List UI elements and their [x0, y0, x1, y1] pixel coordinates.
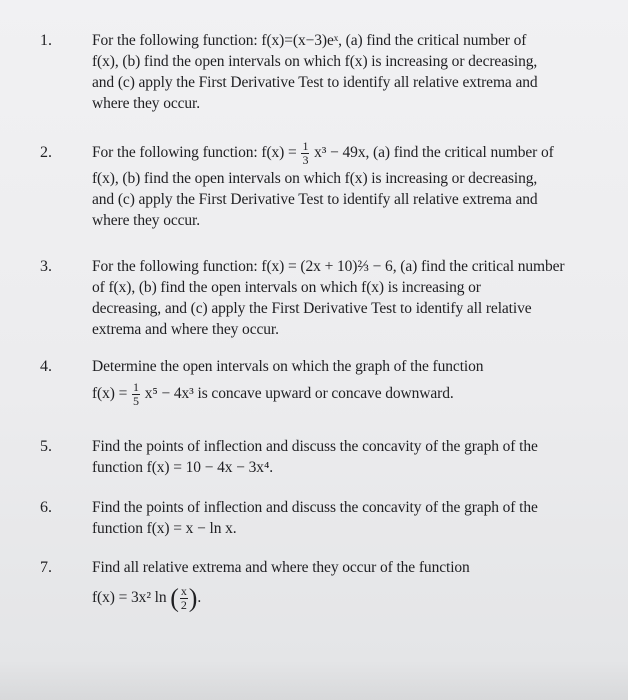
fraction [301, 140, 309, 167]
fraction-denominator: 3 [302, 152, 309, 167]
problem-line [92, 138, 607, 168]
problem-number: 7. [40, 559, 52, 576]
problem-number: 4. [40, 358, 52, 375]
problem-line: Find all relative extrema and where they occur of the function [92, 559, 470, 576]
left-paren: ( [170, 583, 179, 613]
problem-line: Find the points of inflection and discuss the concavity of the graph of the [92, 499, 538, 516]
fraction-numerator: 1 [133, 379, 139, 394]
right-paren: ) [188, 583, 198, 613]
problem-line: Determine the open intervals on which the graph of the function [92, 358, 484, 375]
problem-line: function f(x) = 10 − 4x − 3x⁴. [92, 459, 274, 476]
problem-text [92, 256, 607, 340]
equation-suffix: . [197, 589, 202, 606]
problem-line [92, 578, 607, 618]
problem-line: For the following function: f(x) = (2x + 10)⅔ − 6, (a) find the critical number [92, 258, 565, 275]
equation-suffix: x⁵ − 4x³ is concave upward or concave downward. [144, 385, 454, 402]
equation-prefix: For the following function: f(x) = [92, 144, 297, 161]
fraction-numerator: 1 [302, 138, 309, 153]
problem-number: 3. [40, 258, 52, 275]
problem-line: where they occur. [92, 212, 201, 229]
fraction-denominator: 2 [180, 597, 187, 612]
equation-suffix: x³ − 49x, (a) find the critical number of [314, 144, 554, 161]
problem-text [92, 30, 607, 114]
problem-number: 5. [40, 438, 52, 455]
problem-number: 6. [40, 499, 52, 516]
fraction-denominator: 5 [133, 393, 139, 408]
problem-line: For the following function: f(x)=(x−3)eˣ, (a) find the critical number of [92, 32, 527, 49]
problem-line: Find the points of inflection and discuss the concavity of the graph of the [92, 438, 538, 455]
problem-text [92, 138, 607, 231]
problem-line [92, 377, 607, 411]
problem-line: decreasing, and (c) apply the First Derivative Test to identify all relative [92, 300, 532, 317]
problem-line: function f(x) = x − ln x. [92, 520, 237, 537]
problem-line: of f(x), (b) find the open intervals on which f(x) is increasing or [92, 279, 481, 296]
problem-text [92, 557, 607, 618]
problem-line: where they occur. [92, 95, 201, 112]
problem-line: and (c) apply the First Derivative Test to identify all relative extrema and [92, 191, 538, 208]
problem-line: f(x), (b) find the open intervals on which f(x) is increasing or decreasing, [92, 53, 538, 70]
problem-number: 2. [40, 144, 52, 161]
equation-prefix: f(x) = 3x² ln [92, 589, 167, 606]
fraction-numerator: x [180, 583, 187, 598]
fraction [132, 381, 140, 408]
problem-text [92, 497, 607, 539]
problem-text [92, 356, 607, 411]
fraction [180, 585, 188, 612]
problem-line: f(x), (b) find the open intervals on which f(x) is increasing or decreasing, [92, 170, 538, 187]
problem-number: 1. [40, 32, 52, 49]
problem-line: extrema and where they occur. [92, 321, 279, 338]
problem-text [92, 436, 607, 478]
page-shadow [0, 660, 628, 700]
equation-prefix: f(x) = [92, 385, 128, 402]
problem-line: and (c) apply the First Derivative Test to identify all relative extrema and [92, 74, 538, 91]
